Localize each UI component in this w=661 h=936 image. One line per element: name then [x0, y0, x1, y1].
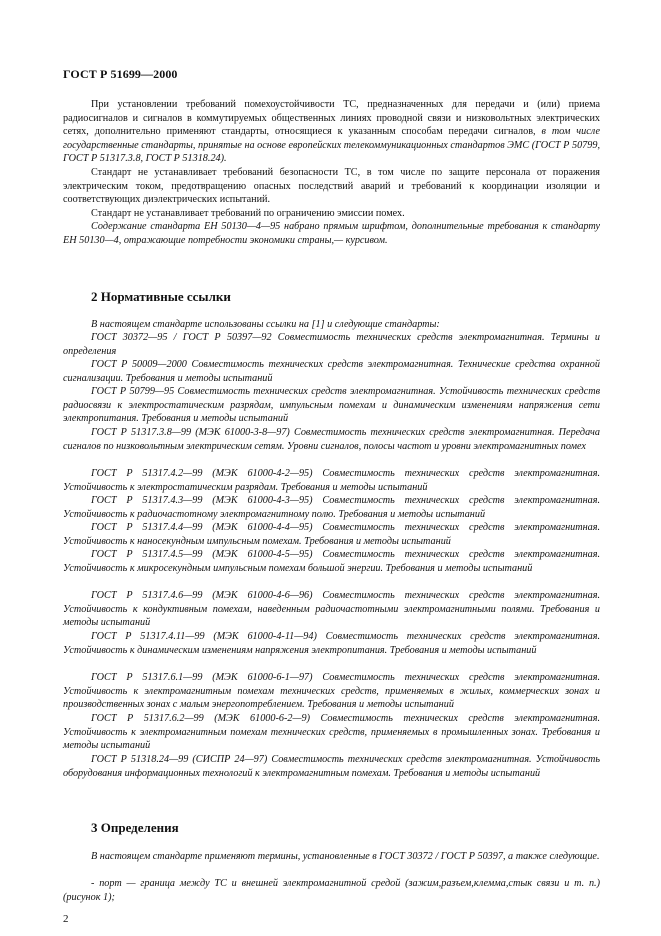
ref-paragraph: ГОСТ Р 50009—2000 Совместимость технических средств электромагнитная. Технические средства охранной сигнализации. Требования и методы испытаний — [63, 359, 600, 384]
ref-paragraph: ГОСТ Р 50799—95 Совместимость технических средств электромагнитная. Устойчивость технических средств радиосвязи к электростатическим разрядам, импульсным помехам и динамическим изменениям напряжения сети электропитания. Требования и методы испытаний — [63, 386, 600, 425]
ref-paragraph: ГОСТ Р 51317.4.3—99 (МЭК 61000-4-3—95) Совместимость технических средств электромагнитная. Устойчивость к радиочастотному электромагнитному полю. Требования и методы испытаний — [63, 495, 600, 520]
ref-paragraph: ГОСТ Р 51317.6.1—99 (МЭК 61000-6-1—97) Совместимость технических средств электромагнитная. Устойчивость к электромагнитным помехам технических средств, применяемых в жилых, коммерческих зонах и производственных зонах с малым энергопотреблением. Требования и методы испытаний — [63, 672, 600, 711]
ref-paragraph: ГОСТ Р 51317.4.6—99 (МЭК 61000-4-6—96) Совместимость технических средств электромагнитная. Устойчивость к кондуктивным помехам, наведенным радиочастотными электромагнитными полями. Требования и методы испытаний — [63, 590, 600, 629]
ref-paragraph: ГОСТ Р 51317.6.2—99 (МЭК 61000-6-2—9) Совместимость технических средств электромагнитная. Устойчивость к электромагнитным помехам технических средств, применяемых в промышленных зонах. Требования и методы испытаний — [63, 713, 600, 752]
intro-p1-italic: в том числе государственные стандарты, принятые на основе европейских телекоммуникационных стандартов ЭМС (ГОСТ Р 50799, ГОСТ Р 51317.3.8, ГОСТ Р 51318.24). — [63, 126, 600, 165]
section-2-heading: 2 Нормативные ссылки — [91, 289, 231, 304]
ref-paragraph: ГОСТ 30372—95 / ГОСТ Р 50397—92 Совместимость технических средств электромагнитная. Термины и определения — [63, 332, 600, 357]
ref-paragraph: В настоящем стандарте использованы ссылки на [1] и следующие стандарты: — [91, 319, 440, 330]
page-number: 2 — [63, 913, 69, 925]
ref-paragraph: ГОСТ Р 51318.24—99 (СИСПР 24—97) Совместимость технических средств электромагнитная. Устойчивость оборудования информационных технологий к электромагнитным помехам. Требования и методы испытаний — [63, 754, 600, 779]
definitions-paragraph-1: В настоящем стандарте применяют термины, установленные в ГОСТ 30372 / ГОСТ Р 50397, а также следующие. — [91, 851, 600, 862]
section-3-heading: 3 Определения — [91, 820, 179, 835]
intro-paragraph-4: Содержание стандарта ЕН 50130—4—95 набрано прямым шрифтом, дополнительные требования к стандарту ЕН 50130—4, отражающие потребности экономики страны,— курсивом. — [63, 221, 600, 246]
ref-paragraph: ГОСТ Р 51317.4.2—99 (МЭК 61000-4-2—95) Совместимость технических средств электромагнитная. Устойчивость к электростатическим разрядам. Требования и методы испытаний — [63, 468, 600, 493]
ref-paragraph: ГОСТ Р 51317.3.8—99 (МЭК 61000-3-8—97) Совместимость технических средств электромагнитная. Передача сигналов по низковольтным электрическим сетям. Уровни сигналов, полосы частот и уровни электромагнитных помех — [63, 427, 600, 452]
intro-paragraph-2: Стандарт не устанавливает требований безопасности ТС, в том числе по защите персонала от поражения электрическим током, предотвращению опасных последствий аварий и требований к координации изоляции и соответствующих диэлектрических испытаний. — [63, 167, 600, 206]
document-code-header: ГОСТ Р 51699—2000 — [63, 67, 178, 81]
intro-paragraph-1 — [63, 98, 600, 166]
intro-paragraph-3: Стандарт не устанавливает требований по ограничению эмиссии помех. — [91, 208, 405, 219]
ref-paragraph: ГОСТ Р 51317.4.4—99 (МЭК 61000-4-4—95) Совместимость технических средств электромагнитная. Устойчивость к наносекундным импульсным помехам. Требования и методы испытаний — [63, 522, 600, 547]
ref-paragraph: ГОСТ Р 51317.4.11—99 (МЭК 61000-4-11—94) Совместимость технических средств электромагнитная. Устойчивость к динамическим изменениям напряжения электропитания. Требования и методы испытаний — [63, 631, 600, 656]
ref-paragraph: ГОСТ Р 51317.4.5—99 (МЭК 61000-4-5—95) Совместимость технических средств электромагнитная. Устойчивость к микросекундным импульсным помехам большой энергии. Требования и методы испытаний — [63, 549, 600, 574]
definitions-paragraph-2: - порт — граница между ТС и внешней электромагнитной средой (зажим,разъем,клемма,стык связи и т. п.) (рисунок 1); — [63, 878, 600, 903]
intro-p1-normal: При установлении требований помехоустойчивости ТС, предназначенных для передачи и (или) приема радиосигналов и сигналов в коммутируемых общественных линиях проводной связи и низковольтных электрических сетях, дополнительно применяют стандарты, относящиеся к указанным способам передачи сигналов, — [63, 99, 600, 138]
